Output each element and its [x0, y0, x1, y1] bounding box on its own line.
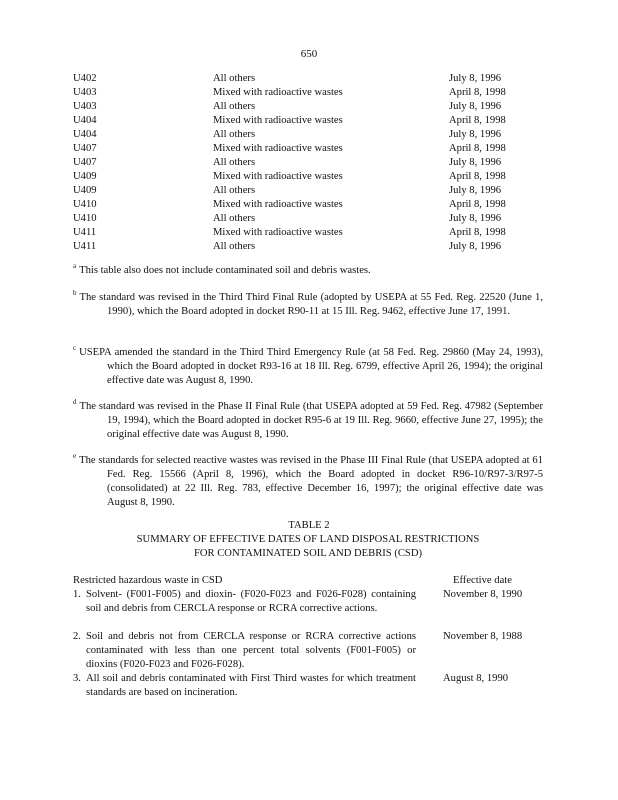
effective-date: April 8, 1998 [449, 115, 506, 126]
table-2-subtitle: FOR CONTAMINATED SOIL AND DEBRIS (CSD) [193, 548, 422, 559]
table-row [73, 156, 543, 170]
item-text: Solvent- (F001-F005) and dioxin- (F020-F023 and F026-F028) containing soil and debris from CERCLA response or RCRA corrective actions. [86, 589, 416, 614]
waste-description: Mixed with radioactive wastes [213, 171, 343, 182]
effective-date: July 8, 1996 [449, 129, 502, 140]
footnote-c [73, 346, 543, 388]
waste-code: U410 [73, 213, 97, 224]
effective-date: July 8, 1996 [449, 157, 502, 168]
waste-code: U407 [73, 157, 97, 168]
waste-code: U409 [73, 185, 97, 196]
table-1 [73, 72, 543, 254]
footnote-text: USEPA amended the standard in the Third Third Emergency Rule (at 58 Fed. Reg. 29860 (May 24, 1993), which the Board adopted in docket R93-16 at 18 Ill. Reg. 6799, effective April 26, 1994); the original effective date was August 8, 1990. [79, 347, 543, 386]
table-2-title: TABLE 2 [288, 520, 330, 531]
footnote-mark: d [73, 398, 77, 407]
table-row [73, 198, 543, 212]
table-row [73, 100, 543, 114]
effective-date: April 8, 1998 [449, 199, 506, 210]
footnote-e [73, 454, 543, 510]
effective-date: April 8, 1998 [449, 227, 506, 238]
waste-code: U402 [73, 73, 97, 84]
waste-description: All others [213, 73, 256, 84]
item-text: Soil and debris not from CERCLA response or RCRA corrective actions contaminated with less than one percent total solvents (F001-F005) or dioxins (F020-F023 and F026-F028). [86, 631, 416, 670]
item-number: 3. [73, 673, 81, 684]
footnote-text: The standards for selected reactive wastes was revised in the Phase III Final Rule (that USEPA adopted at 61 Fed. Reg. 15566 (April 8, 1996), which the Board adopted in docket R96-10/R97-3/R97-5 (consolidated) at 22 Ill. Reg. 783, effective December 16, 1997); the original effective date was August 8, 1990. [79, 455, 543, 508]
effective-date: July 8, 1996 [449, 73, 502, 84]
waste-description: All others [213, 241, 256, 252]
effective-date: April 8, 1998 [449, 87, 506, 98]
column-header-waste: Restricted hazardous waste in CSD [73, 575, 223, 586]
waste-code: U409 [73, 171, 97, 182]
table-row [73, 212, 543, 226]
table-row [73, 170, 543, 184]
effective-date: July 8, 1996 [449, 101, 502, 112]
footnote-a [73, 264, 543, 278]
waste-code: U403 [73, 101, 97, 112]
table-row [73, 240, 543, 254]
waste-code: U411 [73, 241, 97, 252]
footnote-text: This table also does not include contaminated soil and debris wastes. [79, 265, 371, 276]
footnote-mark: c [73, 344, 77, 353]
waste-description: All others [213, 213, 256, 224]
item-effective-date: November 8, 1990 [443, 589, 523, 600]
waste-description: Mixed with radioactive wastes [213, 143, 343, 154]
waste-description: Mixed with radioactive wastes [213, 199, 343, 210]
waste-code: U410 [73, 199, 97, 210]
table-row [73, 86, 543, 100]
waste-code: U407 [73, 143, 97, 154]
footnote-text: The standard was revised in the Third Third Final Rule (adopted by USEPA at 55 Fed. Reg. 22520 (June 1, 1990), which the Board adopted in docket R90-11 at 15 Ill. Reg. 9462, effective June 17, 1991. [79, 292, 543, 317]
item-number: 2. [73, 631, 81, 642]
item-effective-date: November 8, 1988 [443, 631, 523, 642]
page-number: 650 [300, 48, 318, 60]
footnote-mark: a [73, 262, 77, 271]
table-2-subtitle: SUMMARY OF EFFECTIVE DATES OF LAND DISPOSAL RESTRICTIONS [136, 534, 480, 545]
table-row [73, 184, 543, 198]
waste-code: U411 [73, 227, 97, 238]
waste-description: Mixed with radioactive wastes [213, 87, 343, 98]
effective-date: April 8, 1998 [449, 171, 506, 182]
table-row [73, 72, 543, 86]
item-text: All soil and debris contaminated with First Third wastes for which treatment standards are based on incineration. [86, 673, 416, 698]
waste-code: U404 [73, 115, 97, 126]
footnote-mark: b [73, 289, 77, 298]
effective-date: April 8, 1998 [449, 143, 506, 154]
table-row [73, 142, 543, 156]
waste-code: U403 [73, 87, 97, 98]
table-row [73, 114, 543, 128]
table-2-header [73, 574, 543, 588]
item-effective-date: August 8, 1990 [443, 673, 509, 684]
table-row [73, 128, 543, 142]
waste-description: All others [213, 101, 256, 112]
waste-description: All others [213, 129, 256, 140]
waste-description: All others [213, 157, 256, 168]
effective-date: July 8, 1996 [449, 185, 502, 196]
footnote-b [73, 291, 543, 319]
column-header-date: Effective date [453, 575, 512, 586]
effective-date: July 8, 1996 [449, 213, 502, 224]
footnote-d [73, 400, 543, 442]
item-number: 1. [73, 589, 81, 600]
waste-description: All others [213, 185, 256, 196]
table-row [73, 226, 543, 240]
footnote-mark: e [73, 452, 77, 461]
effective-date: July 8, 1996 [449, 241, 502, 252]
waste-description: Mixed with radioactive wastes [213, 115, 343, 126]
waste-code: U404 [73, 129, 97, 140]
footnote-text: The standard was revised in the Phase II Final Rule (that USEPA adopted at 59 Fed. Reg. 47982 (September 19, 1994), which the Board adopted in docket R95-6 at 19 Ill. Reg. 9660, effective June 27, 1995); the original effective date was August 8, 1990. [79, 401, 543, 440]
waste-description: Mixed with radioactive wastes [213, 227, 343, 238]
